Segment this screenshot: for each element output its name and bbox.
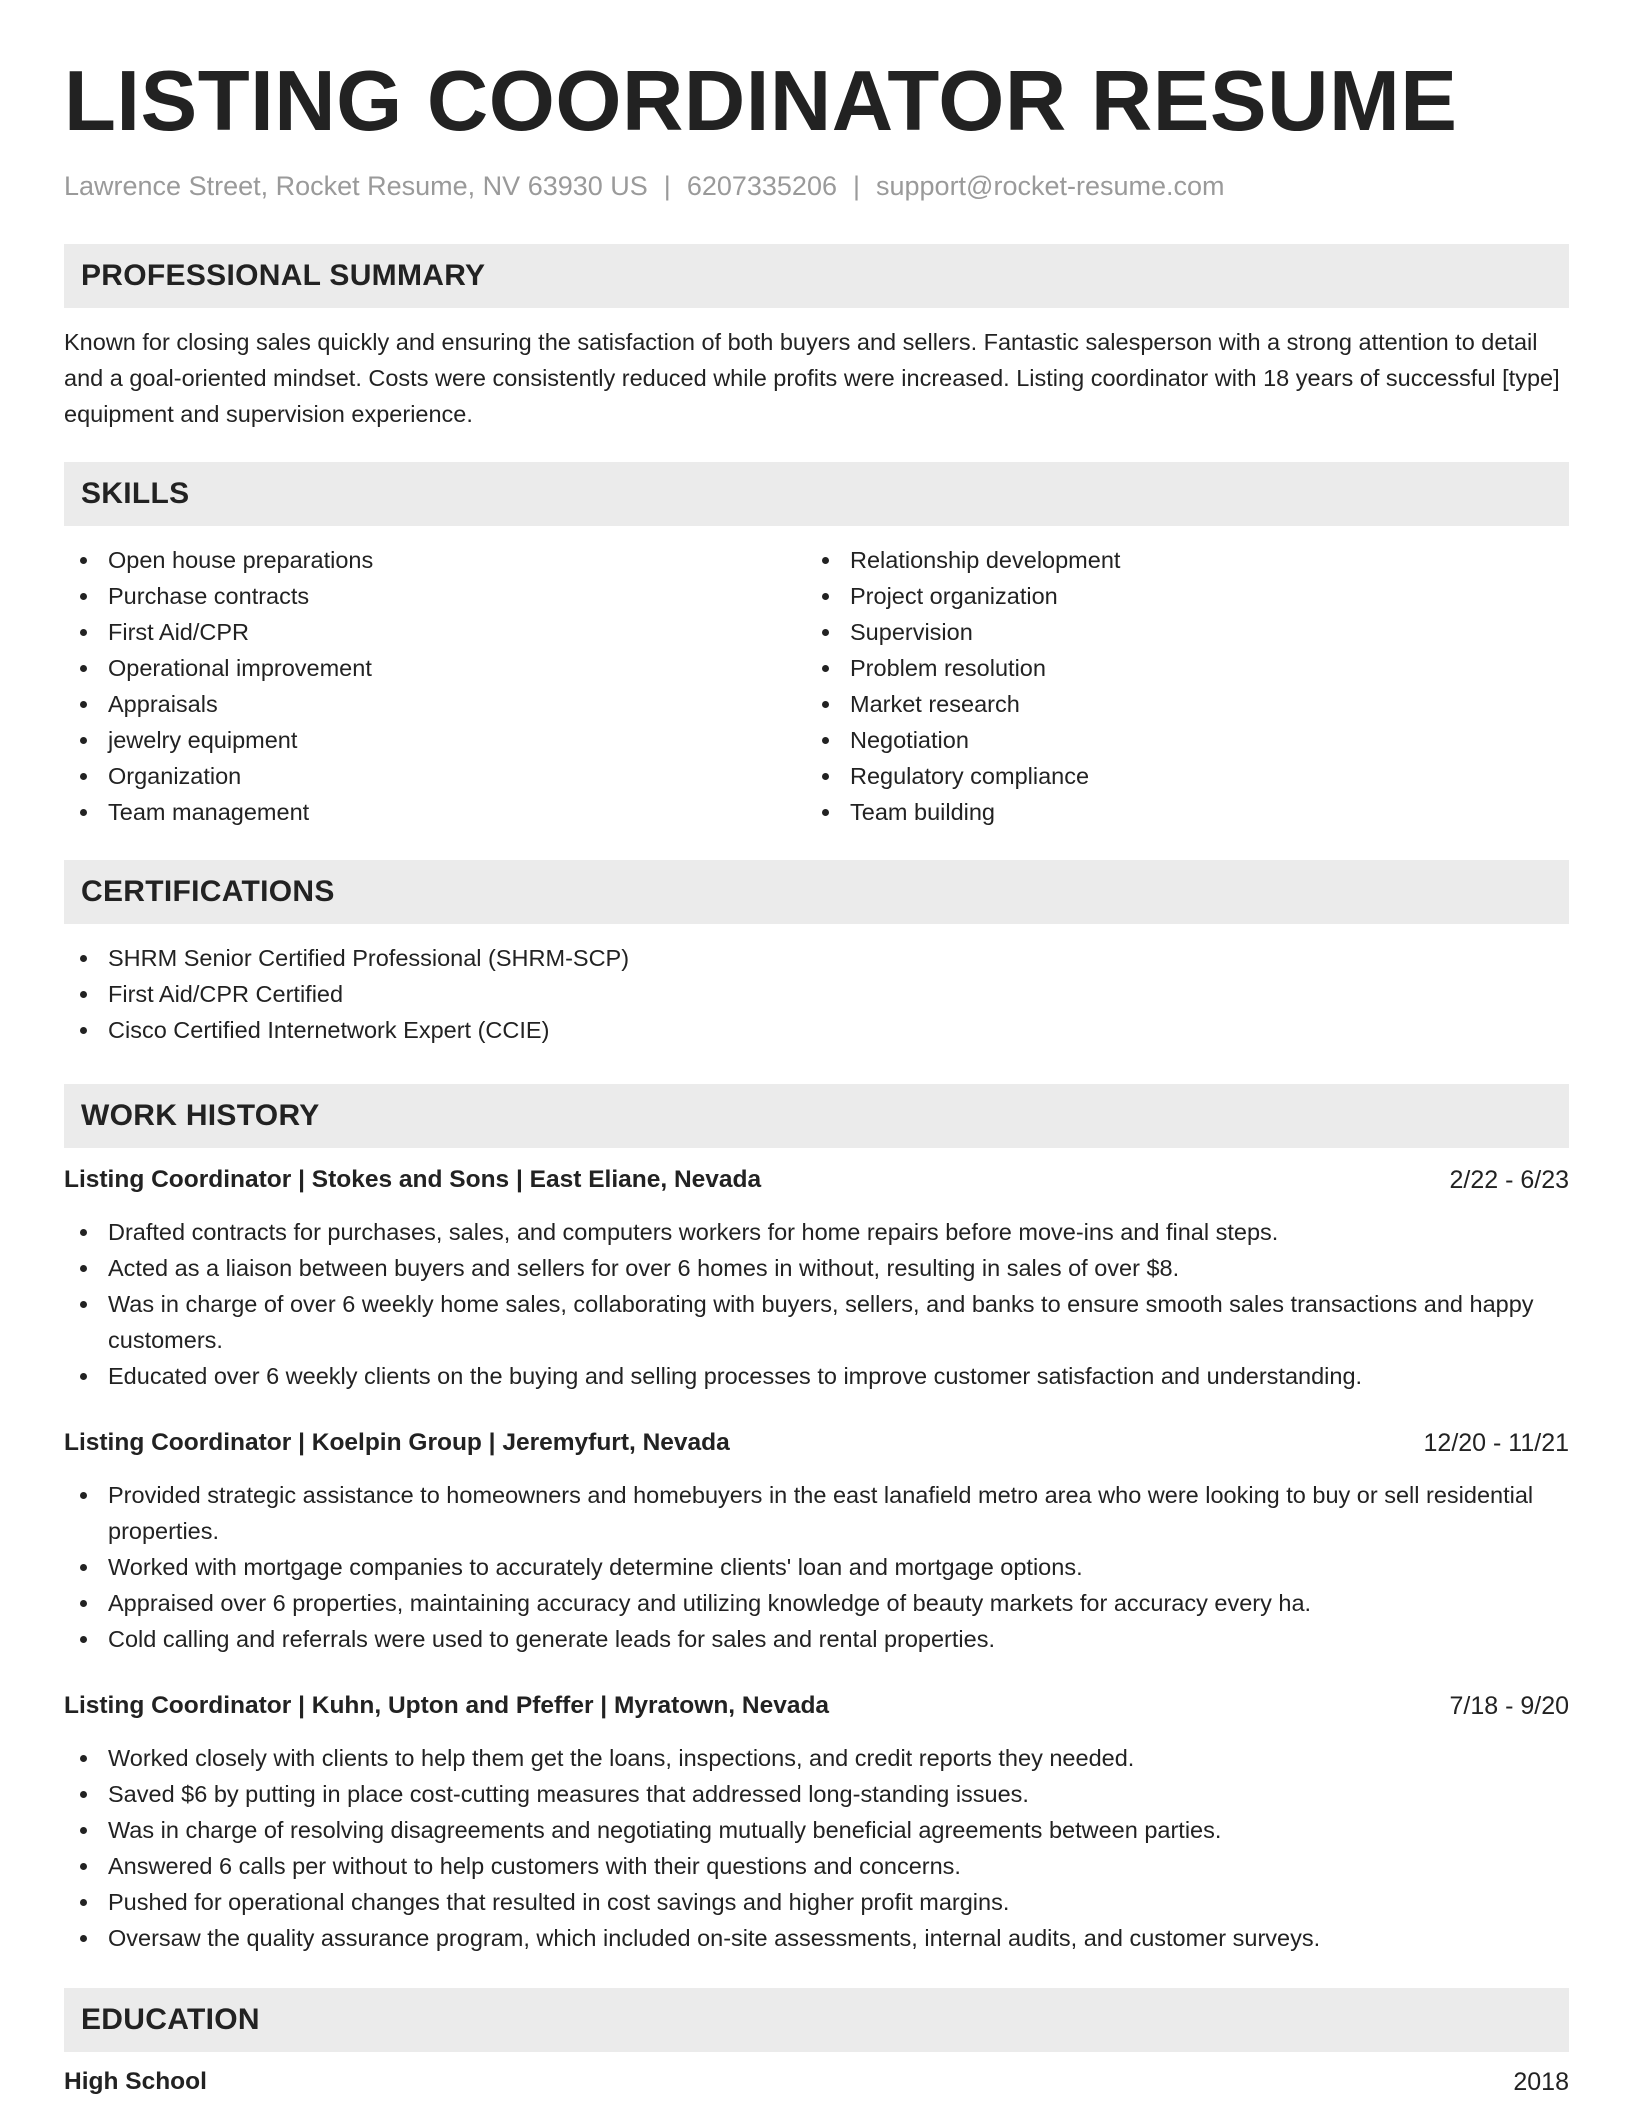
job-bullets — [64, 1740, 1569, 1956]
resume-title: LISTING COORDINATOR RESUME — [64, 54, 1458, 149]
skill-item: Open house preparations — [64, 542, 806, 578]
contact-separator: | — [663, 171, 671, 201]
skill-item: Appraisals — [64, 686, 806, 722]
skill-item: Team management — [64, 794, 806, 830]
education-year: 2018 — [1513, 2068, 1569, 2096]
job-bullet: Pushed for operational changes that resulted in cost savings and higher profit margins. — [64, 1884, 1569, 1920]
skill-item: First Aid/CPR — [64, 614, 806, 650]
education-entry — [64, 2064, 1569, 2100]
job-entry — [64, 1688, 1569, 1956]
skill-item: Purchase contracts — [64, 578, 806, 614]
skill-item: Relationship development — [806, 542, 1548, 578]
skill-item: Problem resolution — [806, 650, 1548, 686]
job-title: Listing Coordinator | Stokes and Sons | East Eliane, Nevada — [64, 1166, 762, 1193]
certification-item: SHRM Senior Certified Professional (SHRM-SCP) — [64, 940, 1569, 976]
skills-columns — [64, 542, 1569, 830]
job-entry — [64, 1162, 1569, 1394]
skills-list-left — [64, 542, 806, 830]
job-bullets — [64, 1214, 1569, 1394]
contact-phone: 6207335206 — [686, 171, 837, 201]
job-header — [64, 1162, 1569, 1198]
job-bullet: Was in charge of resolving disagreements and negotiating mutually beneficial agreements between parties. — [64, 1812, 1569, 1848]
job-header — [64, 1688, 1569, 1724]
job-bullet: Saved $6 by putting in place cost-cutting measures that addressed long-standing issues. — [64, 1776, 1569, 1812]
job-bullet: Worked with mortgage companies to accurately determine clients' loan and mortgage options. — [64, 1549, 1569, 1585]
job-bullet: Educated over 6 weekly clients on the buying and selling processes to improve customer satisfaction and understanding. — [64, 1358, 1569, 1394]
skill-item: jewelry equipment — [64, 722, 806, 758]
job-bullet: Cold calling and referrals were used to generate leads for sales and rental properties. — [64, 1621, 1569, 1657]
job-title: Listing Coordinator | Koelpin Group | Jeremyfurt, Nevada — [64, 1429, 730, 1456]
certification-item: First Aid/CPR Certified — [64, 976, 1569, 1012]
job-bullet: Was in charge of over 6 weekly home sales, collaborating with buyers, sellers, and banks to ensure smooth sales transactions and happy customers. — [64, 1286, 1569, 1358]
job-entry — [64, 1425, 1569, 1657]
contact-address: Lawrence Street, Rocket Resume, NV 63930 US — [64, 171, 648, 201]
job-title: Listing Coordinator | Kuhn, Upton and Pfeffer | Myratown, Nevada — [64, 1692, 830, 1719]
job-bullet: Worked closely with clients to help them get the loans, inspections, and credit reports they needed. — [64, 1740, 1569, 1776]
job-bullet: Oversaw the quality assurance program, which included on-site assessments, internal audits, and customer surveys. — [64, 1920, 1569, 1956]
skill-item: Supervision — [806, 614, 1548, 650]
skills-list-right — [806, 542, 1548, 830]
skill-item: Regulatory compliance — [806, 758, 1548, 794]
job-bullet: Appraised over 6 properties, maintaining accuracy and utilizing knowledge of beauty markets for accuracy every ha. — [64, 1585, 1569, 1621]
certifications-heading: CERTIFICATIONS — [64, 860, 1569, 924]
job-dates: 7/18 - 9/20 — [1449, 1692, 1569, 1720]
work-history-heading: WORK HISTORY — [64, 1084, 1569, 1148]
skill-item: Team building — [806, 794, 1548, 830]
job-bullets — [64, 1477, 1569, 1657]
certifications-list — [64, 940, 1569, 1048]
summary-text: Known for closing sales quickly and ensuring the satisfaction of both buyers and sellers. Fantastic salesperson with a strong attention to detail and a goal-oriented mindset. Costs were consistently reduced while profits were increased. Listing coordinator with 18 years of successful [type] equipment and supervision experience. — [64, 329, 1560, 427]
job-header — [64, 1425, 1569, 1461]
contact-email: support@rocket-resume.com — [876, 171, 1225, 201]
skill-item: Market research — [806, 686, 1548, 722]
job-dates: 2/22 - 6/23 — [1449, 1166, 1569, 1194]
job-bullet: Drafted contracts for purchases, sales, and computers workers for home repairs before move-ins and final steps. — [64, 1214, 1569, 1250]
job-bullet: Provided strategic assistance to homeowners and homebuyers in the east lanafield metro area who were looking to buy or sell residential properties. — [64, 1477, 1569, 1549]
job-bullet: Answered 6 calls per without to help customers with their questions and concerns. — [64, 1848, 1569, 1884]
skill-item: Organization — [64, 758, 806, 794]
education-school: High School — [64, 2068, 207, 2095]
skill-item: Operational improvement — [64, 650, 806, 686]
contact-line — [64, 168, 1569, 204]
education-heading: EDUCATION — [64, 1988, 1569, 2052]
contact-separator: | — [852, 171, 860, 201]
job-dates: 12/20 - 11/21 — [1423, 1429, 1569, 1457]
skill-item: Project organization — [806, 578, 1548, 614]
job-bullet: Acted as a liaison between buyers and sellers for over 6 homes in without, resulting in sales of over $8. — [64, 1250, 1569, 1286]
certification-item: Cisco Certified Internetwork Expert (CCIE) — [64, 1012, 1569, 1048]
skills-heading: SKILLS — [64, 462, 1569, 526]
summary-heading: PROFESSIONAL SUMMARY — [64, 244, 1569, 308]
skill-item: Negotiation — [806, 722, 1548, 758]
